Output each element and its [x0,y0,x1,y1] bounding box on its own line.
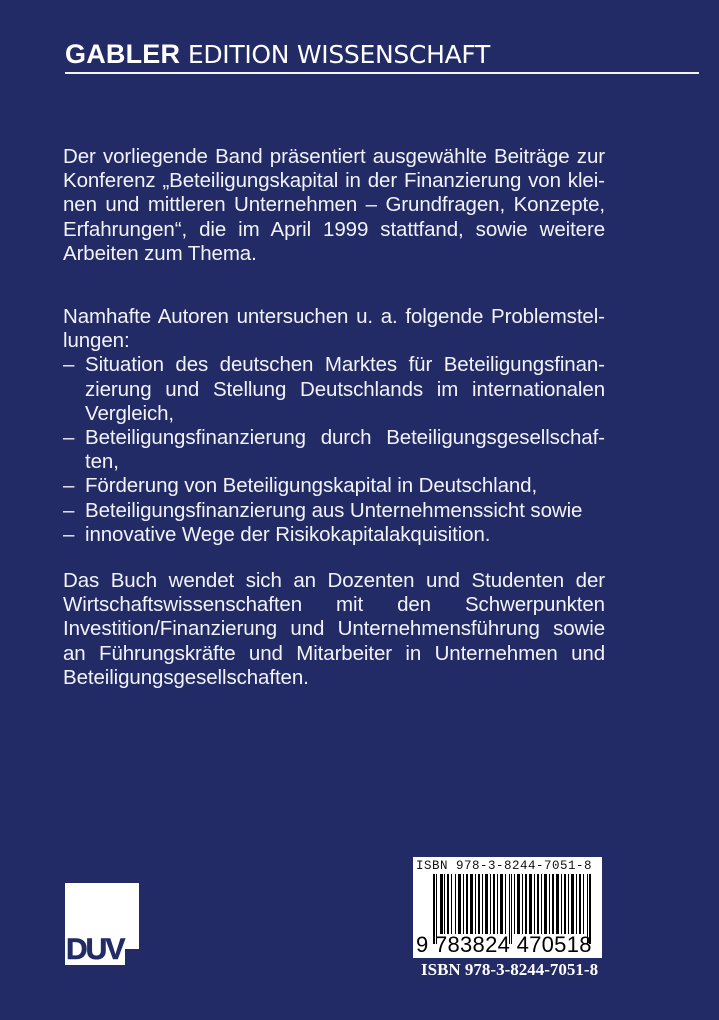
dash-bullet-icon: – [63,522,75,546]
dash-bullet-icon: – [63,474,75,498]
problem-item-text: Beteiligungsfinanzierung durch Beteiligungsgesellschaften, [85,426,605,474]
blurb-paragraph-3-text: Das Buch wendet sich an Dozenten und Studenten der Wirtschaftswissenschaften mit den Schwerpunkten Investition/Finanzierung und Unternehmensführung sowie an Führungskräfte und Mitarbeiter in Unternehmen und Beteiligungsgesellschaften. [63,569,605,689]
header-rule-divider [65,72,699,74]
blurb-paragraph-3 [63,569,605,690]
problem-item [63,353,605,426]
blurb-paragraph-1 [63,145,605,266]
problem-item-text: Situation des deutschen Marktes für Beteiligungsfinanzierung und Stellung Deutschlands im internationalen Vergleich, [85,353,605,425]
barcode-digits: 9 783824 470518 [416,932,592,957]
problem-item [63,523,605,547]
problem-item [63,474,605,498]
problem-item [63,499,605,523]
problems-intro: Namhafte Autoren untersuchen u. a. folgende Problemstellungen: [63,305,605,353]
blurb-paragraph-1-text: Der vorliegende Band präsentiert ausgewählte Beiträge zur Konferenz „Beteiligungskapital in der Finanzierung von kleinen und mittleren Unternehmen – Grundfragen, Konzepte, Erfahrungen“, die im April 1999 stattfand, sowie weitere Arbeiten zum Thema. [63,145,605,265]
problems-list [63,353,605,547]
problem-item-text: Beteiligungsfinanzierung aus Unternehmenssicht sowie [85,498,583,522]
logo-text: DUV [66,933,124,966]
problem-item-text: innovative Wege der Risikokapitalakquisition. [85,522,491,546]
dash-bullet-icon: – [63,498,75,522]
series-name: EDITION WISSENSCHAFT [180,40,491,69]
blurb-paragraph-2 [63,305,605,547]
isbn-number: ISBN 978-3-8244-7051-8 [421,960,599,979]
barcode-isbn-label: ISBN 978-3-8244-7051-8 [416,859,593,873]
problem-item-text: Förderung von Beteiligungskapital in Deutschland, [85,474,538,498]
dash-bullet-icon: – [63,426,75,450]
series-brand: GABLER [65,39,181,69]
duv-publisher-logo-icon [65,883,145,973]
problem-item [63,426,605,474]
series-title [65,40,699,69]
isbn-barcode [413,857,602,958]
series-header [65,40,699,69]
dash-bullet-icon: – [63,353,75,377]
